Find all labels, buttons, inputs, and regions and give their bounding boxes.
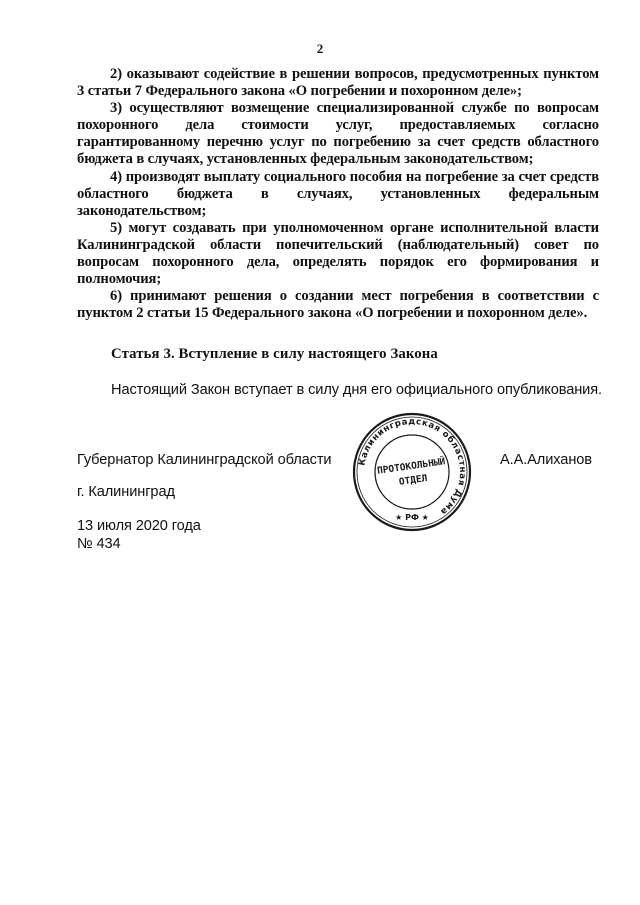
stamp-outer-text: Калининградская областная Дума bbox=[357, 416, 468, 517]
signatory-name: А.А.Алиханов bbox=[500, 452, 592, 468]
official-stamp bbox=[351, 411, 473, 533]
paragraph-item-3: 3) осуществляют возмещение специализированной службе по вопросам похоронного дела стоимости услуг, предоставляемых согласно гарантированному перечню услуг по погребению за счет средств областного бюджета в случаях, установленных федеральным законодательством; bbox=[77, 100, 599, 168]
paragraph-item-5: 5) могут создавать при уполномоченном органе исполнительной власти Калининградской области попечительский (наблюдательный) совет по вопросам похоронного дела, определять порядок его формирования и полномочия; bbox=[77, 219, 599, 288]
article-text: Настоящий Закон вступает в силу дня его официального опубликования. bbox=[111, 382, 602, 398]
page-number: 2 bbox=[316, 41, 324, 56]
stamp-bottom-text: ★ РФ ★ bbox=[395, 513, 429, 522]
law-number: № 434 bbox=[77, 536, 121, 552]
paragraph-item-4: 4) производят выплату социального пособия на погребение за счет средств областного бюджета в случаях, установленных федеральным законодательством; bbox=[77, 168, 599, 219]
law-body bbox=[77, 66, 599, 322]
paragraph-item-2: 2) оказывают содействие в решении вопросов, предусмотренных пунктом 3 статьи 7 Федерального закона «О погребении и похоронном деле»; bbox=[77, 66, 599, 100]
signing-city: г. Калининград bbox=[77, 484, 175, 500]
stamp-center-line2: ОТДЕЛ bbox=[398, 472, 429, 488]
signing-date: 13 июля 2020 года bbox=[77, 518, 201, 534]
signatory-position: Губернатор Калининградской области bbox=[77, 452, 332, 468]
paragraph-item-6: 6) принимают решения о создании мест погребения в соответствии с пунктом 2 статьи 15 Федерального закона «О погребении и похоронном деле». bbox=[77, 288, 599, 322]
stamp-center-line1: ПРОТОКОЛЬНЫЙ bbox=[376, 456, 446, 477]
article-heading: Статья 3. Вступление в силу настоящего Закона bbox=[111, 346, 438, 362]
